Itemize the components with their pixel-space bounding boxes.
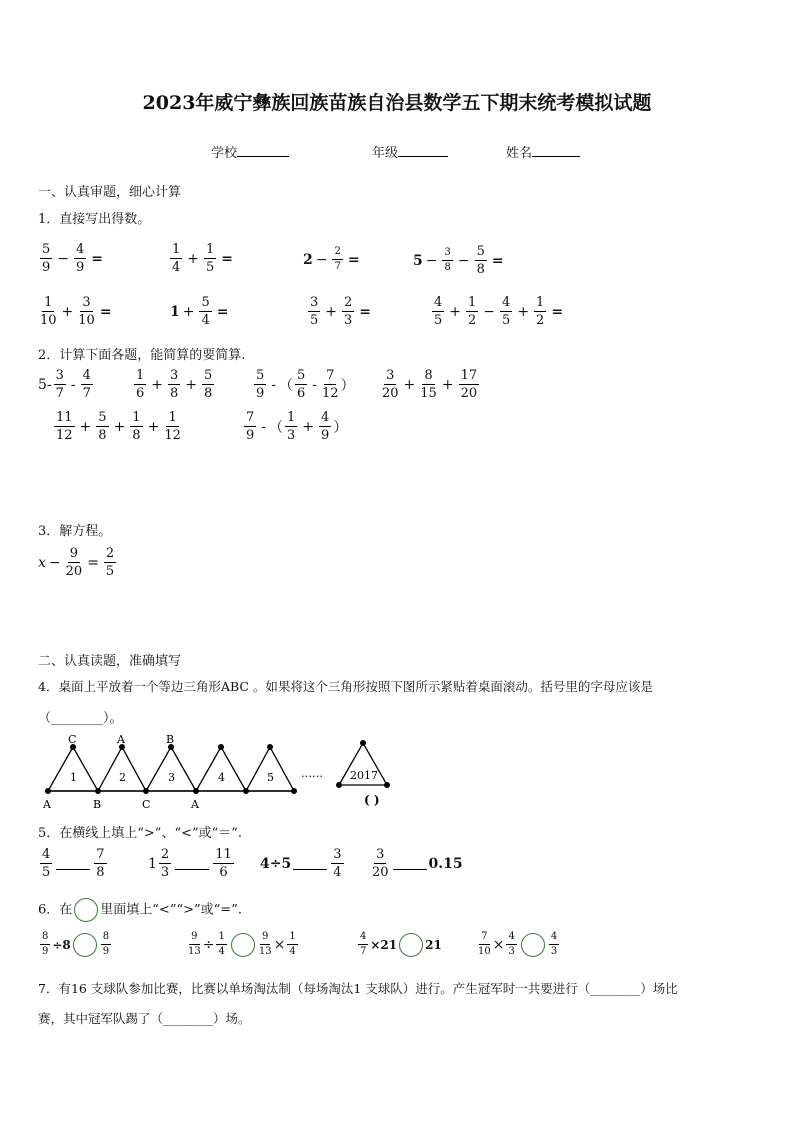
question-7-line2: 赛，其中冠军队踢了（________）场。 [38, 1011, 251, 1026]
q6-compare-3: $\frac{4}{7}$ ×21 21 [360, 931, 442, 957]
top-letter: A [117, 733, 125, 746]
top-letter: B [166, 733, 175, 746]
q1-expr-2: $\frac{1}{4}$ + $\frac{1}{5}$ = [172, 242, 234, 275]
q2-expr-1: 5- $\frac{3}{7}$ - $\frac{4}{7}$ [38, 368, 91, 401]
question-7-line1: 7．有16 支球队参加比赛，比赛以单场淘汰制（每场淘汰1 支球队）进行。产生冠军时一共要进行（________）场比 [38, 981, 678, 996]
q1-expr-4: 5 − $\frac{3}{8}$ − $\frac{5}{8}$ = [413, 244, 504, 277]
q5-compare-3: 4÷5 $\frac{3}{4}$ [260, 847, 342, 880]
fill-line[interactable] [393, 857, 427, 870]
q6-compare-2: $\frac{9}{13}$ ÷ $\frac{1}{4}$ $\frac{9}{13}$ × $\frac{1}{4}$ [188, 931, 296, 957]
blank-circle[interactable] [73, 933, 97, 957]
q5-compare-2: 1 $\frac{2}{3}$ $\frac{11}{6}$ [148, 847, 232, 880]
q1-expr-3: 2 − $\frac{2}{7}$ = [303, 246, 360, 272]
q2-expr-4: $\frac{3}{20}$ + $\frac{8}{15}$ + $\frac{17}{20}$ [382, 368, 478, 401]
triangle-number: 5 [267, 771, 274, 784]
bottom-letter: A [191, 798, 199, 811]
question-2: 2．计算下面各题，能简算的要简算. [38, 348, 246, 363]
triangle-number: 2 [119, 771, 126, 784]
q6-compare-1: $\frac{8}{9}$ ÷8 $\frac{8}{9}$ [42, 931, 110, 957]
bottom-letter: B [93, 798, 102, 811]
question-4: 4．桌面上平放着一个等边三角形ABC 。如果将这个三角形按照下图所示紧贴着桌面滚动。括号里的字母应该是 [38, 679, 653, 694]
triangle-number: 3 [168, 771, 175, 784]
q2-expr-6: $\frac{7}{9}$ - （ $\frac{1}{3}$ + $\frac{4}{9}$ ） [246, 410, 348, 443]
fill-line[interactable] [56, 857, 90, 870]
fill-line[interactable] [293, 857, 327, 870]
blank-circle[interactable] [74, 898, 98, 922]
q3-equation: x − $\frac{9}{20}$ = $\frac{2}{5}$ [38, 546, 115, 579]
q1-expr-6: 1 + $\frac{5}{4}$ = [170, 295, 229, 328]
bottom-letter: A [43, 798, 51, 811]
rolling-triangle-figure [38, 733, 398, 813]
last-triangle-number: 2017 [350, 769, 378, 782]
grade-field: 年级 [372, 142, 448, 161]
section-2-heading: 二、认真读题，准确填写 [38, 654, 182, 669]
question-1: 1．直接写出得数。 [38, 212, 151, 227]
triangle-number: 4 [218, 771, 225, 784]
q1-expr-7: $\frac{3}{5}$ + $\frac{2}{3}$ = [310, 295, 372, 328]
question-4-blank: （________）。 [38, 711, 123, 726]
q1-expr-1: $\frac{5}{9}$ − $\frac{4}{9}$ = [42, 242, 104, 275]
bottom-letter: C [142, 798, 151, 811]
page-title: 2023年威宁彝族回族苗族自治县数学五下期末统考模拟试题 [142, 92, 652, 114]
blank-circle[interactable] [231, 933, 255, 957]
blank-circle[interactable] [521, 933, 545, 957]
q2-expr-2: $\frac{1}{6}$ + $\frac{3}{8}$ + $\frac{5}{8}$ [136, 368, 213, 401]
q5-compare-1: $\frac{4}{5}$ $\frac{7}{8}$ [42, 847, 105, 880]
school-field: 学校 [211, 142, 289, 161]
q1-expr-5: $\frac{1}{10}$ + $\frac{3}{10}$ = [40, 295, 112, 328]
name-field: 姓名 [506, 142, 580, 161]
question-5: 5．在横线上填上“>”、“<”或“＝”. [38, 826, 243, 841]
q2-expr-5: $\frac{11}{12}$ + $\frac{5}{8}$ + $\frac{1}{8}$ + $\frac{1}{12}$ [56, 410, 181, 443]
section-1-heading: 一、认真审题，细心计算 [38, 185, 182, 200]
question-3: 3．解方程。 [38, 524, 112, 539]
fill-line[interactable] [175, 857, 209, 870]
blank-circle[interactable] [399, 933, 423, 957]
ellipsis: …… [301, 767, 323, 780]
q1-expr-8: $\frac{4}{5}$ + $\frac{1}{2}$ − $\frac{4}{5}$ + $\frac{1}{2}$ = [434, 295, 564, 328]
q6-compare-4: $\frac{7}{10}$ × $\frac{4}{3}$ $\frac{4}{3}$ [478, 931, 558, 957]
triangle-number: 1 [70, 771, 77, 784]
top-letter: C [68, 733, 77, 746]
q2-expr-3: $\frac{5}{9}$ - （ $\frac{5}{6}$ - $\frac{7}{12}$ ） [256, 368, 355, 401]
answer-paren: ( ) [364, 793, 380, 807]
q5-compare-4: $\frac{3}{20}$ 0.15 [372, 847, 463, 880]
question-6: 6．在 里面填上“<”“>”或“=”. [38, 898, 242, 922]
